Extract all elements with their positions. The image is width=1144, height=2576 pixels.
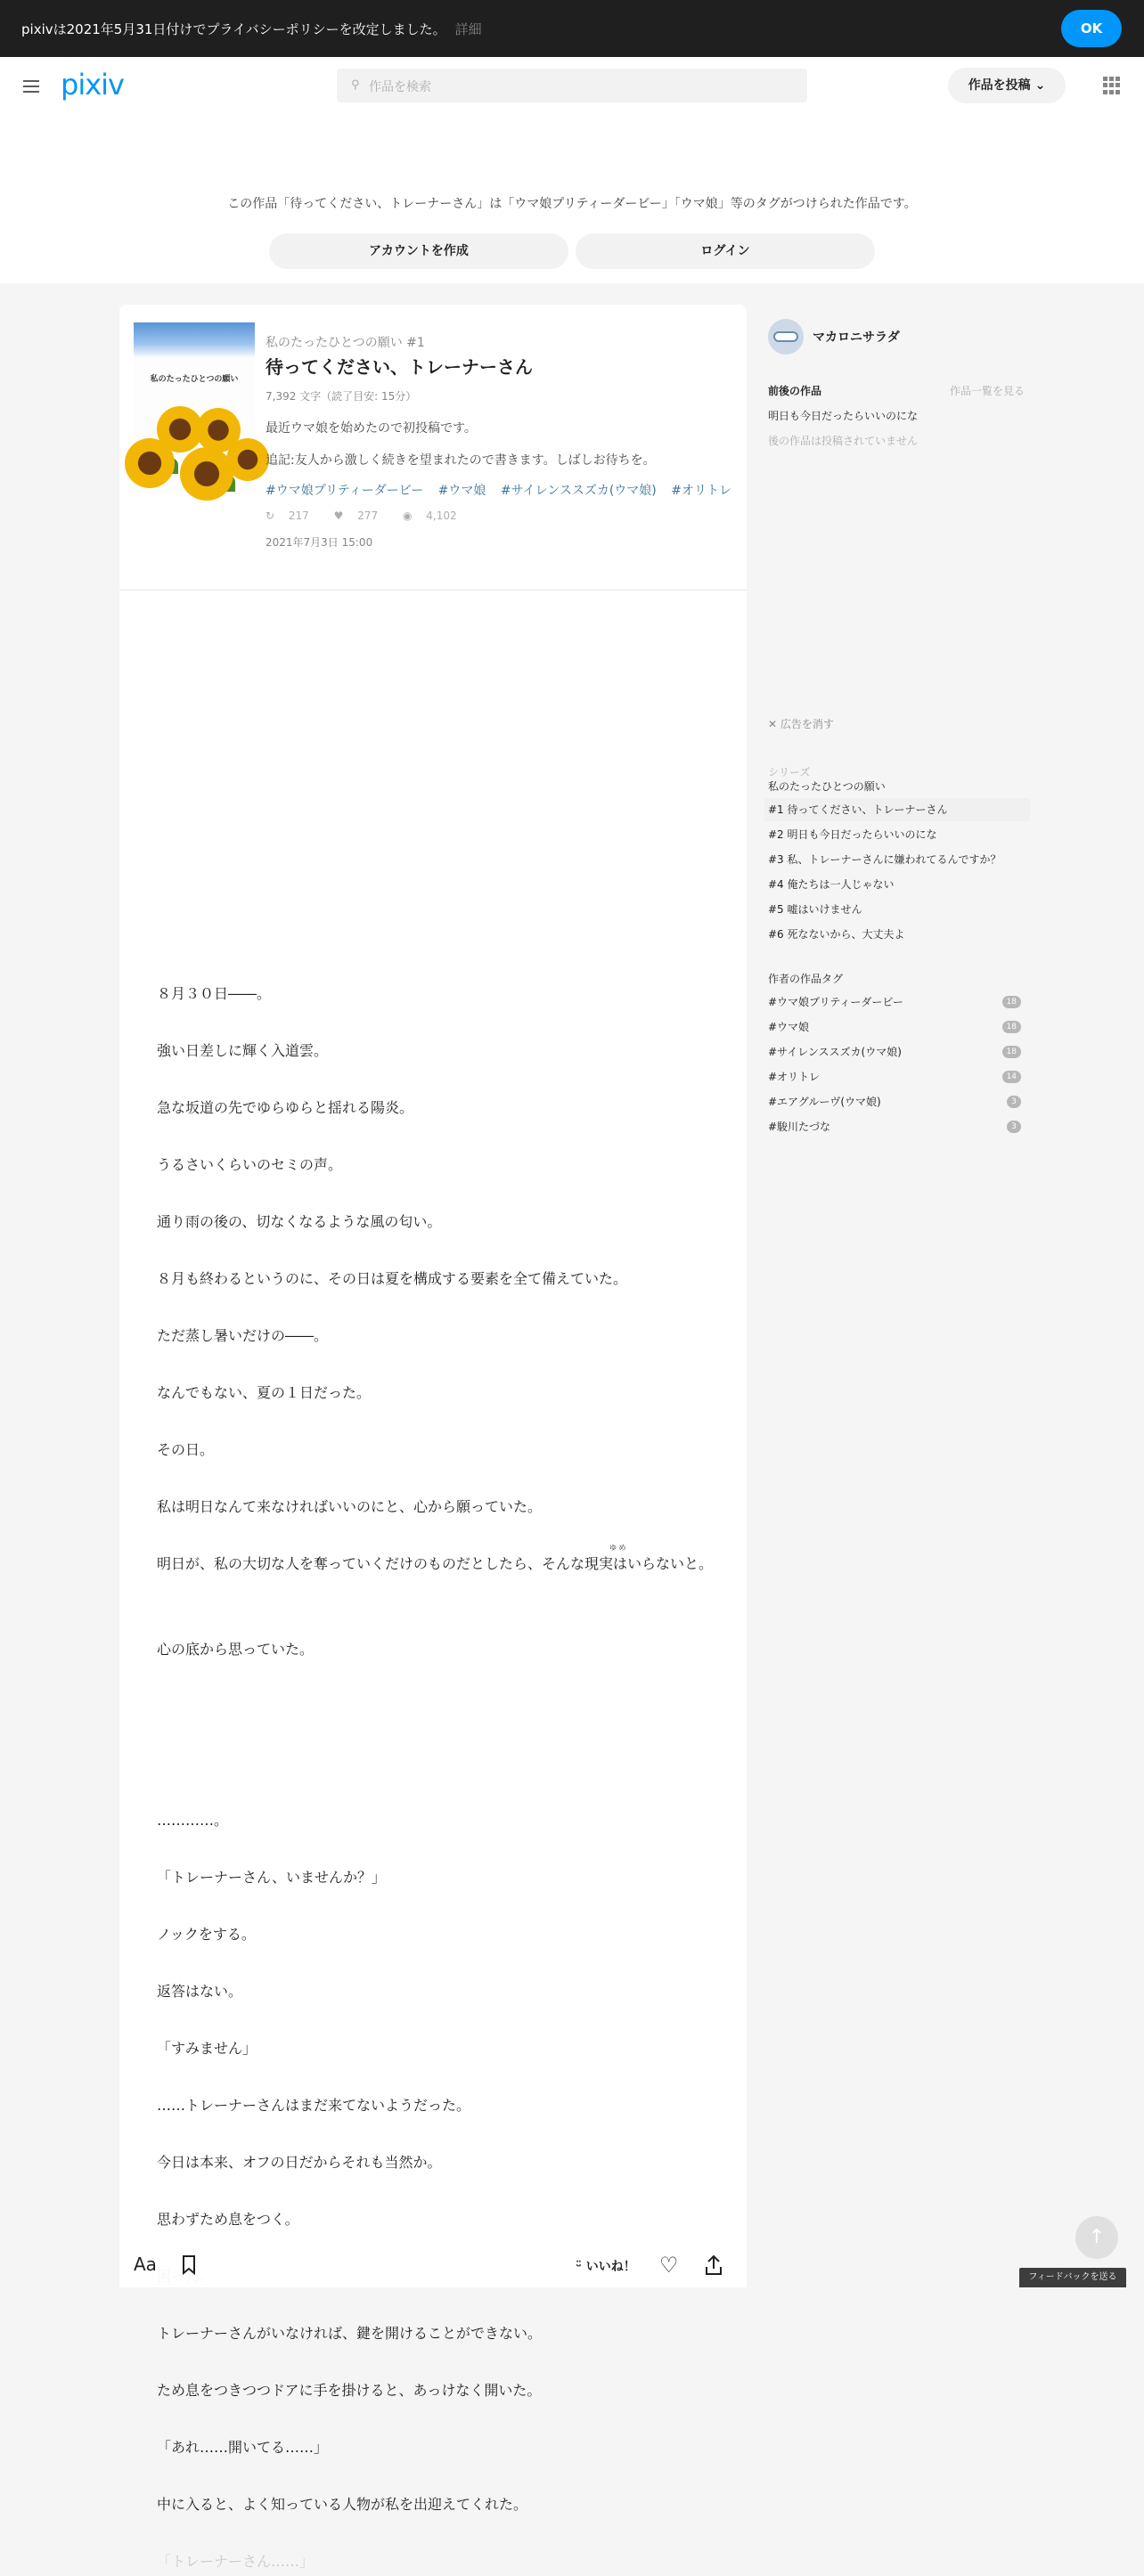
novel-paragraph: 通り雨の後の、切なくなるような風の匂い。 bbox=[157, 1213, 442, 1230]
series-label: シリーズ bbox=[768, 766, 811, 779]
like-count bbox=[334, 509, 389, 522]
tag-link[interactable]: #サイレンススズカ(ウマ娘) bbox=[500, 484, 657, 498]
nav-heading: 前後の作品 bbox=[768, 385, 822, 397]
chevron-down-icon: ⌄ bbox=[1034, 78, 1046, 93]
sunflower bbox=[226, 438, 269, 481]
tag-count-badge: 18 bbox=[1002, 996, 1021, 1008]
work-title: 待ってください、トレーナーさん bbox=[266, 356, 533, 378]
novel-paragraph: 中に入ると、よく知っている人物が私を出迎えてくれた。 bbox=[157, 2496, 528, 2513]
view-value: 4,102 bbox=[426, 509, 457, 522]
novel-paragraph: 今日は本来、オフの日だからそれも当然か。 bbox=[157, 2154, 442, 2171]
caption-line: 最近ウマ娘を始めたので初投稿です。 bbox=[266, 421, 477, 436]
novel-paragraph: ……トレーナーさんはまだ来てないようだった。 bbox=[157, 2097, 471, 2114]
feedback-button[interactable]: フィードバックを送る bbox=[1019, 2268, 1126, 2287]
tag-count-badge: 3 bbox=[1007, 1096, 1021, 1108]
tag-count-badge: 18 bbox=[1002, 1046, 1021, 1058]
text-length: 7,392 文字（読了目安: 15分） bbox=[266, 390, 417, 403]
login-button[interactable]: ログイン bbox=[576, 233, 875, 269]
smile-icon: ᵕ̈ bbox=[576, 2260, 582, 2274]
author-tag-name: #オリトレ bbox=[768, 1071, 821, 1083]
author-tag-row[interactable] bbox=[768, 1092, 1026, 1112]
create-account-button[interactable]: アカウントを作成 bbox=[269, 233, 568, 269]
tag-list bbox=[266, 481, 742, 499]
tag-link[interactable]: #ウマ娘プリティーダービー bbox=[266, 484, 424, 498]
bookmark-icon[interactable] bbox=[182, 2255, 196, 2275]
tag-link[interactable]: #オリトレ bbox=[671, 484, 731, 498]
search-placeholder: 作品を検索 bbox=[369, 80, 431, 94]
novel-paragraph: 返答はない。 bbox=[157, 1983, 243, 2000]
novel-paragraph: ただ蒸し暑いだけの――。 bbox=[157, 1327, 329, 1344]
arrow-up-icon[interactable]: ↑ bbox=[1075, 2216, 1118, 2259]
author-tag-row[interactable] bbox=[768, 992, 1026, 1012]
novel-paragraph: 思わずため息をつく。 bbox=[157, 2211, 299, 2228]
author-tag-row[interactable] bbox=[768, 1067, 1026, 1087]
avatar[interactable] bbox=[768, 319, 804, 355]
prev-work-link[interactable]: 明日も今日だったらいいのにな bbox=[768, 410, 919, 422]
like-label: いいね！ bbox=[585, 2260, 636, 2274]
author-tag-row[interactable] bbox=[768, 1017, 1026, 1037]
eye-icon: ◉ bbox=[402, 509, 413, 522]
post-work-button[interactable] bbox=[948, 68, 1066, 103]
author-tag-name: #ウマ娘 bbox=[768, 1021, 810, 1033]
novel-paragraph: 私は明日なんて来なければいいのにと、心から願っていた。 bbox=[157, 1498, 543, 1515]
cover-title: 私のたったひとつの願い bbox=[150, 375, 239, 384]
retweet-value: 217 bbox=[288, 509, 309, 522]
signup-message: この作品「待ってください、トレーナーさん」は「ウマ娘プリティーダービー」「ウマ娘」等のタグがつけられた作品です。 bbox=[227, 197, 917, 211]
novel-paragraph: 「トレーナーさん、いませんか？」 bbox=[157, 1869, 386, 1886]
series-item[interactable]: #4 俺たちは一人じゃない bbox=[768, 878, 895, 891]
ruby-annotation: ゆ め bbox=[609, 1544, 626, 1552]
novel-paragraph: ８月も終わるというのに、その日は夏を構成する要素を全て備えていた。 bbox=[157, 1270, 628, 1287]
novel-main-panel bbox=[119, 305, 747, 2570]
author-tag-name: #駿川たづな bbox=[768, 1121, 831, 1133]
author-tag-name: #ウマ娘プリティーダービー bbox=[768, 996, 903, 1008]
tag-link[interactable]: #ウマ娘 bbox=[437, 484, 486, 498]
font-settings-button[interactable]: Aa bbox=[134, 2254, 157, 2275]
series-item[interactable]: #5 嘘はいけません bbox=[768, 903, 862, 916]
novel-paragraph: 強い日差しに輝く入道雲。 bbox=[157, 1042, 329, 1059]
search-icon: ⚲ bbox=[351, 78, 360, 92]
series-item[interactable]: #1 待ってください、トレーナーさん bbox=[764, 798, 1030, 821]
notice-message: pixivは2021年5月31日付けでプライバシーポリシーを改定しました。 bbox=[21, 21, 446, 37]
author-tag-name: #サイレンススズカ(ウマ娘) bbox=[768, 1046, 902, 1058]
pixiv-logo[interactable]: pixiv bbox=[61, 68, 124, 102]
notice-details-link[interactable]: 詳細 bbox=[454, 21, 482, 37]
like-value: 277 bbox=[357, 509, 379, 522]
retweet-icon: ↻ bbox=[266, 509, 275, 522]
share-icon[interactable] bbox=[704, 2254, 723, 2276]
novel-paragraph: 「あれ……開いてる……」 bbox=[157, 2439, 329, 2456]
like-button[interactable] bbox=[576, 2257, 636, 2275]
novel-paragraph: 「トレーナーさん……」 bbox=[157, 2553, 315, 2570]
series-name[interactable]: 私のたったひとつの願い bbox=[768, 780, 886, 793]
novel-paragraph: 急な坂道の先でゆらゆらと揺れる陽炎。 bbox=[157, 1099, 414, 1116]
author-tag-name: #エアグルーヴ(ウマ娘) bbox=[768, 1096, 881, 1108]
author-name[interactable]: マカロニサラダ bbox=[813, 330, 900, 345]
reader-toolbar bbox=[119, 2245, 747, 2287]
post-work-label: 作品を投稿 bbox=[968, 78, 1031, 93]
novel-paragraph: なんでもない、夏の１日だった。 bbox=[157, 1384, 372, 1401]
novel-paragraph: ８月３０日――。 bbox=[157, 985, 272, 1002]
heart-icon: ♥ bbox=[333, 509, 344, 522]
novel-paragraph: 心の底から思っていた。 bbox=[157, 1641, 315, 1658]
novel-paragraph: うるさいくらいのセミの声。 bbox=[157, 1156, 343, 1173]
novel-paragraph: その日。 bbox=[157, 1441, 215, 1458]
tag-count-badge: 14 bbox=[1002, 1071, 1021, 1083]
notice-ok-button[interactable]: OK bbox=[1061, 10, 1122, 47]
author-tags-heading: 作者の作品タグ bbox=[768, 973, 844, 985]
novel-paragraph: ため息をつきつつドアに手を掛けると、あっけなく開いた。 bbox=[157, 2382, 542, 2399]
novel-paragraph: トレーナーさんがいなければ、鍵を開けることができない。 bbox=[157, 2325, 543, 2342]
view-all-link[interactable]: 作品一覧を見る bbox=[949, 385, 1025, 397]
cover-sky bbox=[134, 322, 255, 358]
series-item[interactable]: #2 明日も今日だったらいいのにな bbox=[768, 828, 937, 841]
sunflower bbox=[180, 447, 233, 501]
tag-count-badge: 3 bbox=[1007, 1121, 1021, 1133]
author-tag-row[interactable] bbox=[768, 1042, 1026, 1062]
novel-paragraph: ノックをする。 bbox=[157, 1926, 256, 1943]
work-counts bbox=[266, 509, 478, 522]
cover-image[interactable] bbox=[134, 322, 255, 493]
series-link[interactable]: 私のたったひとつの願い #1 bbox=[266, 336, 425, 350]
privacy-notice-bar bbox=[0, 0, 1144, 57]
series-item[interactable]: #3 私、トレーナーさんに嫌われてるんですか？ bbox=[768, 853, 1001, 866]
novel-paragraph: 明日が、私の大切な人を奪っていくだけのものだとしたら、そんな現実はいらないと。 bbox=[157, 1555, 714, 1572]
upload-date: 2021年7月3日 15:00 bbox=[266, 536, 373, 549]
novel-paragraph: 「すみません」 bbox=[157, 2040, 257, 2057]
tag-count-badge: 18 bbox=[1002, 1021, 1021, 1033]
divider bbox=[119, 590, 747, 591]
next-work-none: 後の作品は投稿されていません bbox=[768, 435, 919, 447]
hamburger-icon[interactable] bbox=[23, 80, 39, 93]
author-tag-row[interactable] bbox=[768, 1117, 1026, 1137]
signup-banner bbox=[0, 114, 1144, 283]
heart-icon[interactable]: ♡ bbox=[659, 2253, 679, 2278]
novel-paragraph: …………。 bbox=[157, 1812, 229, 1829]
search-input[interactable] bbox=[337, 69, 807, 102]
privacy-notice-text bbox=[21, 20, 482, 38]
view-count bbox=[403, 509, 468, 522]
grid-icon[interactable] bbox=[1103, 77, 1121, 94]
series-item[interactable]: #6 死なないから、大丈夫よ bbox=[768, 928, 905, 941]
retweet-count bbox=[266, 509, 320, 522]
site-header bbox=[0, 57, 1144, 114]
caption-line: 追記:友人から激しく続きを望まれたので書きます。しばしお待ちを。 bbox=[266, 453, 656, 468]
hide-ad-button[interactable]: ✕ 広告を消す bbox=[768, 718, 834, 730]
